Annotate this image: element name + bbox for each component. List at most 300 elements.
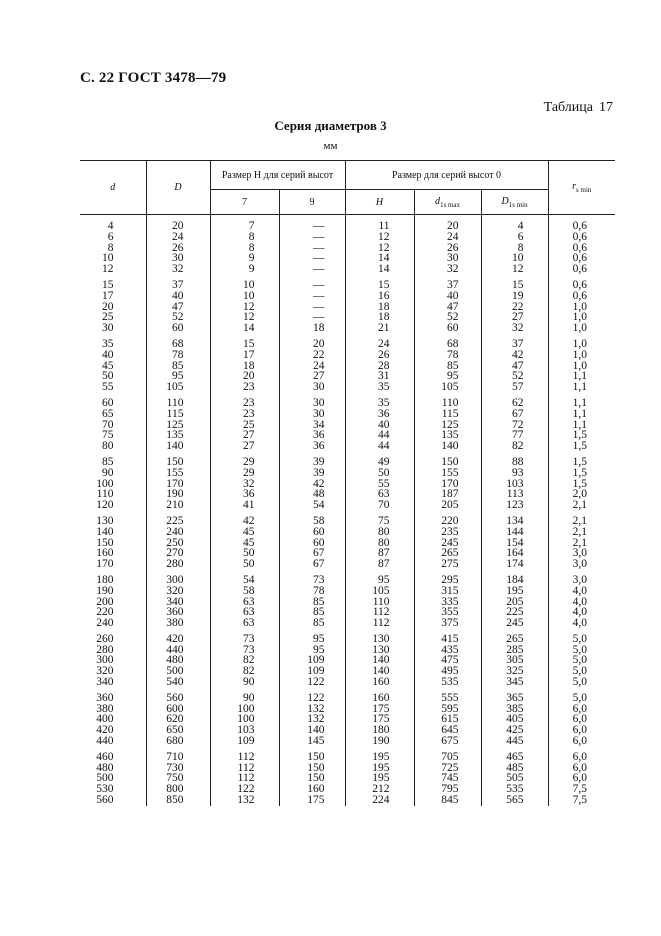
- table-cell: 235: [414, 527, 481, 538]
- table-cell: 29: [210, 468, 279, 479]
- table-cell: 170: [414, 479, 481, 490]
- table-cell: 175: [345, 704, 414, 715]
- table-cell: 265: [481, 629, 548, 645]
- table-cell: 100: [96, 477, 114, 490]
- table-row: [80, 441, 615, 452]
- table-cell: 170: [146, 479, 210, 490]
- table-cell: 645: [414, 725, 481, 736]
- table-cell: 140: [345, 666, 414, 677]
- table-cell: 31: [345, 371, 414, 382]
- table-cell: 58: [210, 586, 279, 597]
- table-cell: 1,1: [548, 420, 615, 431]
- table-cell: 115: [146, 409, 210, 420]
- table-cell: 132: [279, 714, 345, 725]
- table-cell: 0,6: [548, 275, 615, 291]
- table-cell: 75: [102, 429, 114, 442]
- table-cell: 95: [279, 645, 345, 656]
- table-cell: 150: [96, 536, 114, 549]
- table-cell: 100: [210, 714, 279, 725]
- table-cell: 1,0: [548, 323, 615, 334]
- table-cell: 88: [481, 452, 548, 468]
- table-cell: 9: [210, 264, 279, 275]
- table-row: [80, 736, 615, 747]
- table-cell: 5,0: [548, 677, 615, 688]
- table-cell: 187: [414, 489, 481, 500]
- table-cell: 475: [414, 655, 481, 666]
- table-cell: 1,1: [548, 409, 615, 420]
- table-cell: 112: [345, 607, 414, 618]
- table-cell: 3,0: [548, 570, 615, 586]
- table-cell: 620: [146, 714, 210, 725]
- table-row: [80, 527, 615, 538]
- table-cell: 44: [345, 441, 414, 452]
- table-cell: 40: [102, 348, 114, 361]
- table-cell: 19: [481, 291, 548, 302]
- table-cell: 0,6: [548, 253, 615, 264]
- table-cell: 12: [345, 232, 414, 243]
- table-cell: 190: [345, 736, 414, 747]
- table-number: 17: [599, 100, 613, 115]
- table-cell: 27: [481, 312, 548, 323]
- table-row: [80, 666, 615, 677]
- table-cell: —: [279, 312, 345, 323]
- table-cell: 50: [210, 548, 279, 559]
- table-cell: 565: [481, 795, 548, 806]
- table-cell: 320: [146, 586, 210, 597]
- table-cell: 170: [96, 558, 114, 571]
- table-cell: 113: [481, 489, 548, 500]
- table-cell: 5,0: [548, 629, 615, 645]
- table-cell: 505: [481, 773, 548, 784]
- table-cell: 45: [102, 359, 114, 372]
- table-cell: 10: [102, 252, 114, 265]
- table-cell: 47: [414, 302, 481, 313]
- table-cell: 4,0: [548, 597, 615, 608]
- table-cell: 100: [210, 704, 279, 715]
- table-cell: 30: [279, 393, 345, 409]
- table-row: [80, 607, 615, 618]
- table-cell: 109: [279, 666, 345, 677]
- table-cell: 54: [279, 500, 345, 511]
- table-row: [80, 629, 615, 645]
- table-cell: 260: [96, 632, 114, 645]
- table-row: [80, 291, 615, 302]
- table-cell: 132: [279, 704, 345, 715]
- table-row: [80, 548, 615, 559]
- table-cell: 500: [96, 772, 114, 785]
- table-cell: 385: [481, 704, 548, 715]
- table-cell: 3,0: [548, 548, 615, 559]
- table-cell: 250: [146, 538, 210, 549]
- table-cell: 210: [146, 500, 210, 511]
- table-cell: 375: [414, 618, 481, 629]
- table-cell: 140: [146, 441, 210, 452]
- table-row: [80, 468, 615, 479]
- table-cell: 14: [210, 323, 279, 334]
- table-cell: 360: [96, 691, 114, 704]
- table-cell: 26: [345, 350, 414, 361]
- table-cell: 68: [146, 334, 210, 350]
- table-cell: 140: [414, 441, 481, 452]
- table-cell: 6,0: [548, 773, 615, 784]
- table-cell: 10: [481, 253, 548, 264]
- table-cell: 2,1: [548, 538, 615, 549]
- table-cell: 55: [102, 381, 114, 394]
- table-cell: 4: [481, 215, 548, 232]
- table-cell: 77: [481, 430, 548, 441]
- table-cell: 95: [414, 371, 481, 382]
- table-row: [80, 511, 615, 527]
- table-cell: 35: [345, 393, 414, 409]
- table-cell: 48: [279, 489, 345, 500]
- table-cell: 195: [345, 763, 414, 774]
- table-cell: 10: [210, 275, 279, 291]
- table-row: [80, 538, 615, 549]
- table-cell: 595: [414, 704, 481, 715]
- table-cell: 8: [210, 232, 279, 243]
- table-cell: 440: [146, 645, 210, 656]
- table-cell: 132: [210, 795, 279, 806]
- table-cell: —: [279, 275, 345, 291]
- table-cell: 60: [279, 527, 345, 538]
- table-cell: 12: [345, 243, 414, 254]
- table-cell: 1,1: [548, 371, 615, 382]
- table-cell: 18: [279, 323, 345, 334]
- table-cell: 80: [345, 527, 414, 538]
- table-cell: —: [279, 232, 345, 243]
- table-cell: 205: [481, 597, 548, 608]
- table-cell: 95: [279, 629, 345, 645]
- table-cell: 135: [414, 430, 481, 441]
- table-cell: 485: [481, 763, 548, 774]
- table-row: [80, 645, 615, 656]
- table-row: [80, 763, 615, 774]
- table-cell: 36: [210, 489, 279, 500]
- table-cell: 78: [414, 350, 481, 361]
- col-header-r: $r_{s min}$: [548, 161, 615, 215]
- table-cell: 15: [102, 278, 114, 291]
- col-group-height-series: Размер H для серий высот: [210, 161, 345, 190]
- table-cell: 1,0: [548, 350, 615, 361]
- table-row: [80, 773, 615, 784]
- table-cell: 30: [279, 409, 345, 420]
- table-cell: 675: [414, 736, 481, 747]
- table-cell: 110: [146, 393, 210, 409]
- table-cell: 30: [102, 322, 114, 335]
- table-cell: 600: [146, 704, 210, 715]
- table-row: [80, 747, 615, 763]
- table-cell: 95: [146, 371, 210, 382]
- table-cell: 6,0: [548, 725, 615, 736]
- table-row: [80, 264, 615, 275]
- table-cell: 6,0: [548, 747, 615, 763]
- table-row: [80, 275, 615, 291]
- table-cell: 4: [107, 220, 114, 232]
- table-cell: 360: [146, 607, 210, 618]
- table-cell: 795: [414, 784, 481, 795]
- table-cell: 15: [481, 275, 548, 291]
- table-cell: 62: [481, 393, 548, 409]
- table-cell: 21: [345, 323, 414, 334]
- page-header: С. 22 ГОСТ 3478—79: [80, 70, 227, 86]
- table-cell: 6,0: [548, 704, 615, 715]
- table-row: [80, 655, 615, 666]
- table-cell: 20: [414, 215, 481, 232]
- table-cell: 24: [414, 232, 481, 243]
- table-cell: 245: [481, 618, 548, 629]
- table-cell: 45: [210, 527, 279, 538]
- table-row: [80, 677, 615, 688]
- col-header-D1: $D_{1s min}$: [481, 190, 548, 215]
- table-cell: 120: [96, 499, 114, 512]
- table-cell: 17: [210, 350, 279, 361]
- table-cell: 63: [210, 607, 279, 618]
- table-cell: 41: [210, 500, 279, 511]
- table-cell: 1,5: [548, 441, 615, 452]
- table-cell: 9: [210, 253, 279, 264]
- table-cell: 1,0: [548, 361, 615, 372]
- table-cell: 70: [345, 500, 414, 511]
- table-cell: 6: [481, 232, 548, 243]
- table-cell: 26: [146, 243, 210, 254]
- table-cell: 47: [146, 302, 210, 313]
- table-cell: 1,0: [548, 334, 615, 350]
- table-cell: 0,6: [548, 215, 615, 232]
- table-cell: 95: [345, 570, 414, 586]
- table-row: [80, 409, 615, 420]
- table-cell: 25: [102, 311, 114, 324]
- table-cell: 225: [481, 607, 548, 618]
- table-cell: 112: [210, 763, 279, 774]
- table-cell: 365: [481, 688, 548, 704]
- table-cell: 40: [345, 420, 414, 431]
- table-cell: 315: [414, 586, 481, 597]
- table-cell: 15: [345, 275, 414, 291]
- table-row: [80, 323, 615, 334]
- table-cell: 32: [414, 264, 481, 275]
- table-cell: 60: [414, 323, 481, 334]
- table-cell: 160: [345, 688, 414, 704]
- table-cell: 285: [481, 645, 548, 656]
- table-cell: 8: [107, 241, 114, 254]
- table-cell: 85: [279, 597, 345, 608]
- table-cell: 30: [414, 253, 481, 264]
- table-cell: 60: [146, 323, 210, 334]
- table-row: [80, 586, 615, 597]
- table-cell: 480: [96, 761, 114, 774]
- table-cell: 650: [146, 725, 210, 736]
- table-cell: —: [279, 243, 345, 254]
- table-cell: 72: [481, 420, 548, 431]
- table-cell: 23: [210, 393, 279, 409]
- table-cell: 480: [146, 655, 210, 666]
- table-cell: 270: [146, 548, 210, 559]
- table-cell: 325: [481, 666, 548, 677]
- table-cell: 18: [345, 302, 414, 313]
- table-cell: 445: [481, 736, 548, 747]
- table-row: [80, 393, 615, 409]
- table-cell: 103: [481, 479, 548, 490]
- table-cell: 105: [414, 382, 481, 393]
- table-label-word: Таблица: [543, 100, 593, 115]
- table-cell: 130: [96, 514, 114, 527]
- table-cell: 0,6: [548, 243, 615, 254]
- table-row: [80, 371, 615, 382]
- table-cell: 110: [345, 597, 414, 608]
- table-cell: 280: [146, 559, 210, 570]
- table-cell: 2,0: [548, 489, 615, 500]
- table-cell: 39: [279, 452, 345, 468]
- table-row: [80, 253, 615, 264]
- table-cell: 380: [146, 618, 210, 629]
- table-cell: 93: [481, 468, 548, 479]
- table-cell: 150: [279, 763, 345, 774]
- table-cell: 78: [146, 350, 210, 361]
- table-cell: 85: [146, 361, 210, 372]
- table-cell: 36: [279, 430, 345, 441]
- table-cell: 32: [481, 323, 548, 334]
- col-header-H: H: [345, 190, 414, 215]
- table-cell: 85: [102, 455, 114, 468]
- table-cell: 295: [414, 570, 481, 586]
- table-cell: 87: [345, 559, 414, 570]
- table-cell: 150: [279, 747, 345, 763]
- col-header-D: D: [146, 161, 210, 215]
- table-cell: 535: [481, 784, 548, 795]
- table-cell: 195: [481, 586, 548, 597]
- table-cell: 1,1: [548, 382, 615, 393]
- table-cell: 174: [481, 559, 548, 570]
- table-cell: 160: [279, 784, 345, 795]
- table-cell: 55: [345, 479, 414, 490]
- table-cell: 26: [414, 243, 481, 254]
- table-cell: 29: [210, 452, 279, 468]
- table-cell: 22: [279, 350, 345, 361]
- table-row: [80, 714, 615, 725]
- table-cell: 440: [96, 735, 114, 748]
- table-cell: 535: [414, 677, 481, 688]
- table-cell: 37: [146, 275, 210, 291]
- table-cell: 415: [414, 629, 481, 645]
- table-cell: 28: [345, 361, 414, 372]
- table-cell: 110: [414, 393, 481, 409]
- table-cell: —: [279, 215, 345, 232]
- table-cell: 3,0: [548, 559, 615, 570]
- table-cell: 0,6: [548, 232, 615, 243]
- table-row: [80, 215, 615, 232]
- table-cell: 705: [414, 747, 481, 763]
- table-cell: 75: [345, 511, 414, 527]
- table-cell: —: [279, 291, 345, 302]
- table-cell: 68: [414, 334, 481, 350]
- table-cell: 7: [210, 215, 279, 232]
- table-cell: 140: [96, 525, 114, 538]
- table-cell: 154: [481, 538, 548, 549]
- col-header-d: d: [80, 161, 146, 215]
- table-cell: 1,5: [548, 452, 615, 468]
- table-cell: 25: [210, 420, 279, 431]
- table-cell: 6,0: [548, 714, 615, 725]
- table-row: [80, 795, 615, 806]
- table-cell: 150: [279, 773, 345, 784]
- table-cell: 82: [481, 441, 548, 452]
- unit-label: мм: [323, 140, 338, 152]
- table-cell: 140: [345, 655, 414, 666]
- table-cell: 125: [146, 420, 210, 431]
- table-cell: 58: [279, 511, 345, 527]
- table-row: [80, 597, 615, 608]
- table-cell: 112: [210, 773, 279, 784]
- table-cell: 109: [210, 736, 279, 747]
- table-cell: 34: [279, 420, 345, 431]
- table-cell: 300: [96, 654, 114, 667]
- table-cell: 12: [102, 263, 114, 276]
- table-cell: 67: [481, 409, 548, 420]
- table-cell: 175: [279, 795, 345, 806]
- table-row: [80, 500, 615, 511]
- table-cell: 7,5: [548, 784, 615, 795]
- table-cell: 20: [102, 300, 114, 313]
- table-cell: 7,5: [548, 795, 615, 806]
- table-cell: 103: [210, 725, 279, 736]
- table-cell: 195: [345, 747, 414, 763]
- table-cell: 680: [146, 736, 210, 747]
- table-cell: 225: [146, 511, 210, 527]
- table-cell: 60: [102, 396, 114, 409]
- table-cell: 155: [414, 468, 481, 479]
- table-cell: 63: [210, 618, 279, 629]
- table-cell: 17: [102, 289, 114, 302]
- table-row: [80, 361, 615, 372]
- table-cell: 80: [345, 538, 414, 549]
- table-cell: 85: [279, 607, 345, 618]
- table-cell: 24: [146, 232, 210, 243]
- table-cell: 82: [210, 666, 279, 677]
- dimensions-table: [80, 160, 615, 806]
- table-cell: 6,0: [548, 763, 615, 774]
- table-cell: 345: [481, 677, 548, 688]
- table-cell: 745: [414, 773, 481, 784]
- table-cell: —: [279, 264, 345, 275]
- table-cell: 135: [146, 430, 210, 441]
- table-cell: 530: [96, 783, 114, 796]
- table-label: [544, 100, 613, 116]
- table-cell: 27: [210, 441, 279, 452]
- table-cell: 50: [345, 468, 414, 479]
- table-cell: 845: [414, 795, 481, 806]
- table-cell: 23: [210, 382, 279, 393]
- table-cell: 5,0: [548, 666, 615, 677]
- table-cell: 340: [146, 597, 210, 608]
- table-cell: 85: [414, 361, 481, 372]
- table-cell: 90: [210, 677, 279, 688]
- table-cell: 16: [345, 291, 414, 302]
- table-cell: 190: [96, 584, 114, 597]
- table-cell: 52: [414, 312, 481, 323]
- table-cell: 65: [102, 407, 114, 420]
- table-cell: 105: [146, 382, 210, 393]
- table-cell: 122: [210, 784, 279, 795]
- table-cell: 164: [481, 548, 548, 559]
- table-cell: 130: [345, 645, 414, 656]
- table-cell: 123: [481, 500, 548, 511]
- table-cell: 320: [96, 665, 114, 678]
- table-cell: 710: [146, 747, 210, 763]
- table-cell: 155: [146, 468, 210, 479]
- table-cell: 73: [210, 629, 279, 645]
- table-cell: 240: [96, 617, 114, 630]
- table-cell: 1,5: [548, 479, 615, 490]
